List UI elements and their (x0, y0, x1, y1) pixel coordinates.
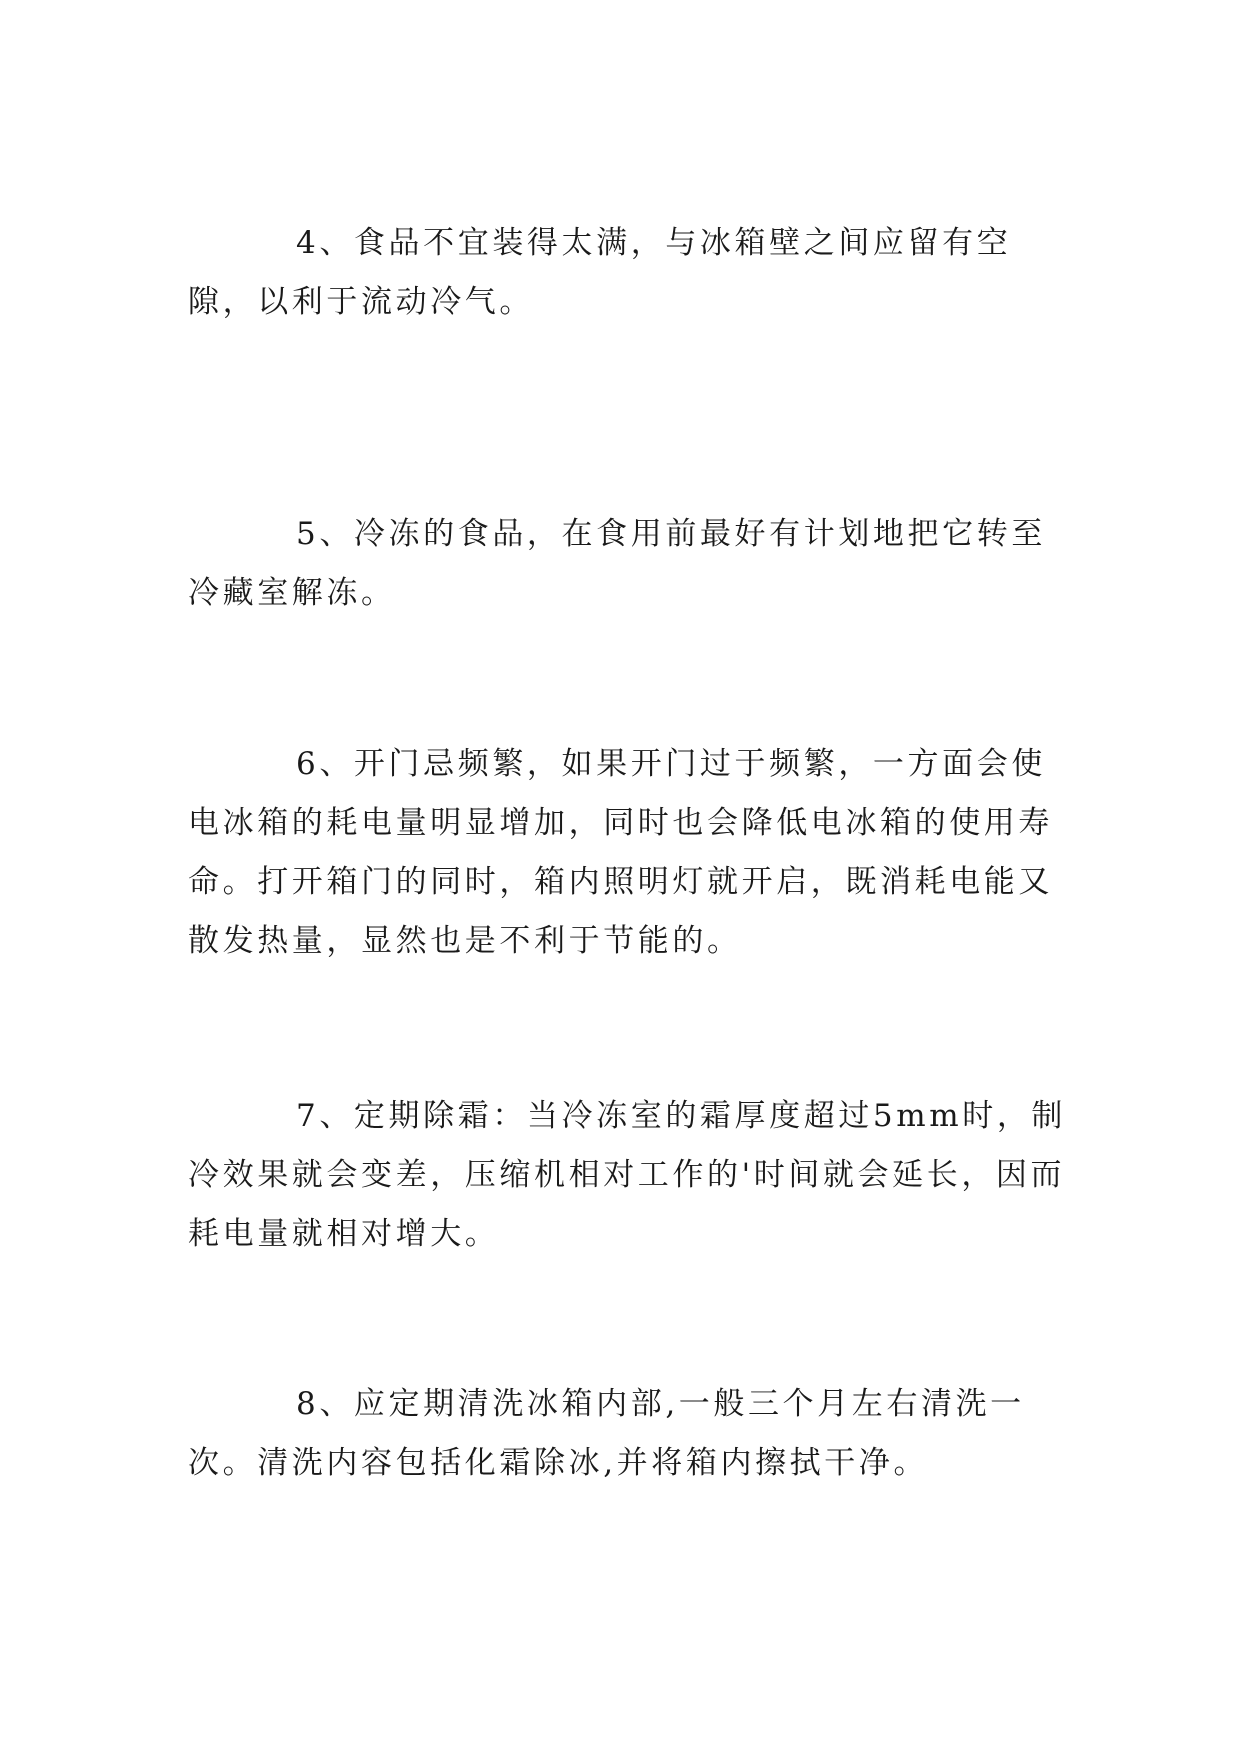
paragraph-tip-6: 6、开门忌频繁，如果开门过于频繁，一方面会使电冰箱的耗电量明显增加，同时也会降低电冰箱的使用寿命。打开箱门的同时，箱内照明灯就开启，既消耗电能又散发热量，显然也是不利于节能的。 (188, 746, 1053, 959)
paragraph-tip-4: 4、食品不宜装得太满，与冰箱壁之间应留有空隙，以利于流动冷气。 (188, 225, 1012, 320)
paragraph-tip-5: 5、冷冻的食品，在食用前最好有计划地把它转至冷藏室解冻。 (188, 516, 1046, 611)
paragraph-tip-7: 7、定期除霜：当冷冻室的霜厚度超过5mm时，制冷效果就会变差，压缩机相对工作的'时间就会延长，因而耗电量就相对增大。 (188, 1098, 1067, 1252)
paragraph-tip-8: 8、应定期清洗冰箱内部,一般三个月左右清洗一次。清洗内容包括化霜除冰,并将箱内擦拭干净。 (188, 1386, 1025, 1481)
